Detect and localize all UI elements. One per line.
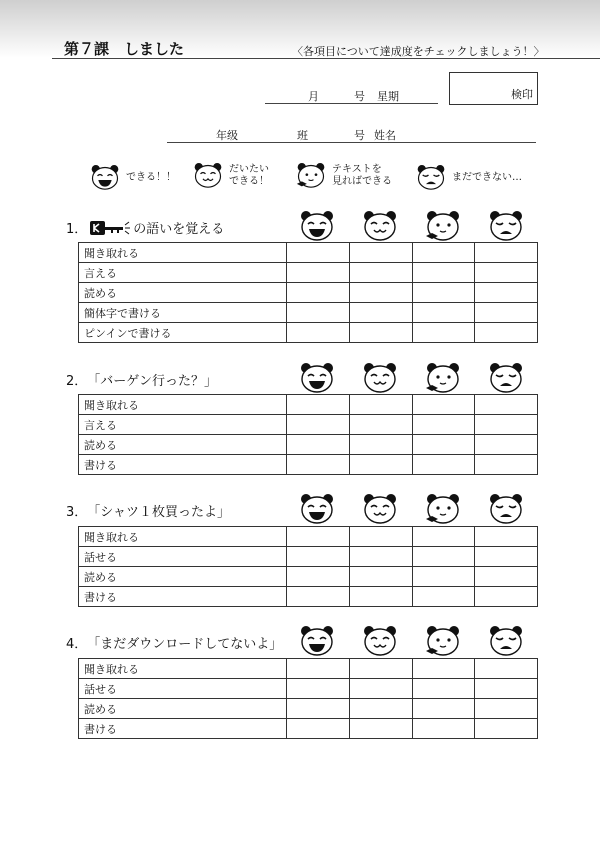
skill-label: 簡体字で書ける: [79, 303, 287, 323]
check-cell[interactable]: [412, 719, 475, 739]
section-2-table: [78, 394, 538, 475]
legend-laughing: [90, 164, 176, 191]
number-label: 号: [354, 129, 365, 142]
smiling-panda-icon: [362, 493, 398, 525]
table-row: [79, 547, 538, 567]
legend-label-smiling: だいたい できる！: [229, 163, 269, 187]
table-row: [79, 659, 538, 679]
check-cell[interactable]: [349, 587, 412, 607]
page-subtitle: 〈各項目について達成度をチェックしましょう！〉: [292, 45, 545, 58]
section-1-title: [66, 218, 224, 237]
section-1-number: 1．: [66, 222, 88, 237]
check-cell[interactable]: [475, 283, 538, 303]
check-cell[interactable]: [287, 567, 350, 587]
page-title: 第７課 しました: [64, 40, 185, 58]
check-cell[interactable]: [349, 455, 412, 475]
check-cell[interactable]: [475, 395, 538, 415]
check-cell[interactable]: [349, 263, 412, 283]
reading-panda-icon: [425, 362, 461, 394]
check-cell[interactable]: [412, 455, 475, 475]
class-label: 班: [297, 129, 308, 142]
check-cell[interactable]: [475, 699, 538, 719]
check-cell[interactable]: [412, 567, 475, 587]
table-row: [79, 395, 538, 415]
worried-panda-icon: [488, 493, 524, 525]
check-cell[interactable]: [349, 303, 412, 323]
section-4-title: [66, 633, 282, 652]
check-cell[interactable]: [287, 283, 350, 303]
check-cell[interactable]: [349, 547, 412, 567]
check-cell[interactable]: [412, 547, 475, 567]
check-cell[interactable]: [475, 323, 538, 343]
skill-label: 書ける: [79, 455, 287, 475]
section-3-label: 「シャツ１枚買ったよ」: [87, 505, 231, 520]
smiling-panda-icon: [362, 625, 398, 657]
section-2-title: [66, 370, 217, 389]
check-cell[interactable]: [475, 719, 538, 739]
table-row: [79, 455, 538, 475]
legend-label-worried: まだできない…: [452, 171, 522, 183]
skill-label: 聞き取れる: [79, 243, 287, 263]
check-cell[interactable]: [349, 699, 412, 719]
laughing-panda-icon: [299, 625, 335, 657]
table-row: [79, 679, 538, 699]
skill-label: 書ける: [79, 719, 287, 739]
date-underline: [265, 103, 438, 104]
table-row: [79, 243, 538, 263]
check-cell[interactable]: [349, 323, 412, 343]
check-cell[interactable]: [349, 719, 412, 739]
skill-label: 聞き取れる: [79, 395, 287, 415]
smiling-panda-icon: [362, 362, 398, 394]
skill-label: 読める: [79, 699, 287, 719]
legend-smiling: [193, 162, 269, 189]
reading-panda-icon: [425, 625, 461, 657]
check-cell[interactable]: [412, 679, 475, 699]
check-cell[interactable]: [475, 659, 538, 679]
check-cell[interactable]: [287, 587, 350, 607]
skill-label: 読める: [79, 567, 287, 587]
laughing-panda-icon: [299, 210, 335, 242]
check-cell[interactable]: [412, 587, 475, 607]
check-cell[interactable]: [349, 527, 412, 547]
check-cell[interactable]: [287, 679, 350, 699]
day-label: 号: [354, 90, 365, 103]
check-cell[interactable]: [475, 567, 538, 587]
skill-label: 書ける: [79, 587, 287, 607]
laughing-panda-icon: [299, 362, 335, 394]
check-cell[interactable]: [287, 527, 350, 547]
section-1-table: [78, 242, 538, 343]
check-cell[interactable]: [475, 243, 538, 263]
check-cell[interactable]: [287, 263, 350, 283]
check-cell[interactable]: [412, 435, 475, 455]
grade-label: 年级: [216, 129, 238, 142]
reading-panda-icon: [425, 493, 461, 525]
table-row: [79, 263, 538, 283]
check-cell[interactable]: [475, 415, 538, 435]
check-cell[interactable]: [349, 415, 412, 435]
check-cell[interactable]: [287, 395, 350, 415]
check-cell[interactable]: [287, 719, 350, 739]
section-2-label: 「バーゲン行った？」: [87, 374, 218, 389]
legend-worried: [416, 164, 522, 191]
check-cell[interactable]: [349, 243, 412, 263]
table-row: [79, 699, 538, 719]
month-label: 月: [308, 90, 319, 103]
section-3-number: 3．: [66, 505, 88, 520]
section-4-table: [78, 658, 538, 739]
stamp-box: [449, 72, 538, 105]
check-cell[interactable]: [475, 587, 538, 607]
name-label: 姓名: [374, 129, 396, 142]
table-row: [79, 527, 538, 547]
check-cell[interactable]: [412, 283, 475, 303]
check-cell[interactable]: [475, 303, 538, 323]
section-3-table: [78, 526, 538, 607]
worried-panda-icon: [488, 210, 524, 242]
table-row: [79, 587, 538, 607]
check-cell[interactable]: [412, 415, 475, 435]
check-cell[interactable]: [412, 699, 475, 719]
check-cell[interactable]: [287, 659, 350, 679]
check-cell[interactable]: [287, 243, 350, 263]
check-cell[interactable]: [349, 435, 412, 455]
check-cell[interactable]: [412, 323, 475, 343]
laughing-panda-icon: [299, 493, 335, 525]
reading-panda-icon: [296, 162, 326, 189]
skill-label: 話せる: [79, 679, 287, 699]
weekday-label: 星期: [377, 90, 399, 103]
check-cell[interactable]: [475, 547, 538, 567]
check-cell[interactable]: [287, 547, 350, 567]
check-cell[interactable]: [349, 567, 412, 587]
check-cell[interactable]: [287, 415, 350, 435]
check-cell[interactable]: [412, 527, 475, 547]
skill-label: 言える: [79, 263, 287, 283]
check-cell[interactable]: [412, 303, 475, 323]
section-2-number: 2．: [66, 374, 88, 389]
smiling-panda-icon: [193, 162, 223, 189]
table-row: [79, 323, 538, 343]
laughing-panda-icon: [90, 164, 120, 191]
skill-label: 話せる: [79, 547, 287, 567]
skill-label: 言える: [79, 415, 287, 435]
check-cell[interactable]: [475, 455, 538, 475]
section-4-number: 4．: [66, 637, 88, 652]
name-underline: [167, 142, 536, 143]
check-cell[interactable]: [412, 243, 475, 263]
section-4-label: 「まだダウンロードしてないよ」: [87, 637, 283, 652]
check-cell[interactable]: [475, 527, 538, 547]
stamp-label: 検印: [511, 88, 533, 101]
table-row: [79, 303, 538, 323]
legend-book: [296, 162, 392, 189]
legend-label-book: テキストを 見ればできる: [332, 163, 392, 187]
table-row: [79, 415, 538, 435]
legend-label-laughing: できる！！: [126, 171, 176, 183]
worried-panda-icon: [488, 362, 524, 394]
skill-label: 聞き取れる: [79, 527, 287, 547]
check-cell[interactable]: [349, 679, 412, 699]
check-cell[interactable]: [287, 455, 350, 475]
key-icon: [89, 219, 131, 237]
skill-label: 読める: [79, 435, 287, 455]
table-row: [79, 719, 538, 739]
check-cell[interactable]: [287, 435, 350, 455]
check-cell[interactable]: [475, 263, 538, 283]
section-3-title: [66, 501, 230, 520]
check-cell[interactable]: [287, 323, 350, 343]
check-cell[interactable]: [349, 283, 412, 303]
check-cell[interactable]: [412, 263, 475, 283]
table-row: [79, 435, 538, 455]
check-cell[interactable]: [287, 303, 350, 323]
smiling-panda-icon: [362, 210, 398, 242]
skill-label: ピンインで書ける: [79, 323, 287, 343]
reading-panda-icon: [425, 210, 461, 242]
check-cell[interactable]: [475, 679, 538, 699]
check-cell[interactable]: [475, 435, 538, 455]
check-cell[interactable]: [287, 699, 350, 719]
table-row: [79, 567, 538, 587]
worried-panda-icon: [416, 164, 446, 191]
check-cell[interactable]: [349, 395, 412, 415]
section-1-label: の語いを覚える: [133, 222, 225, 237]
skill-label: 読める: [79, 283, 287, 303]
worried-panda-icon: [488, 625, 524, 657]
check-cell[interactable]: [412, 395, 475, 415]
check-cell[interactable]: [412, 659, 475, 679]
table-row: [79, 283, 538, 303]
check-cell[interactable]: [349, 659, 412, 679]
skill-label: 聞き取れる: [79, 659, 287, 679]
